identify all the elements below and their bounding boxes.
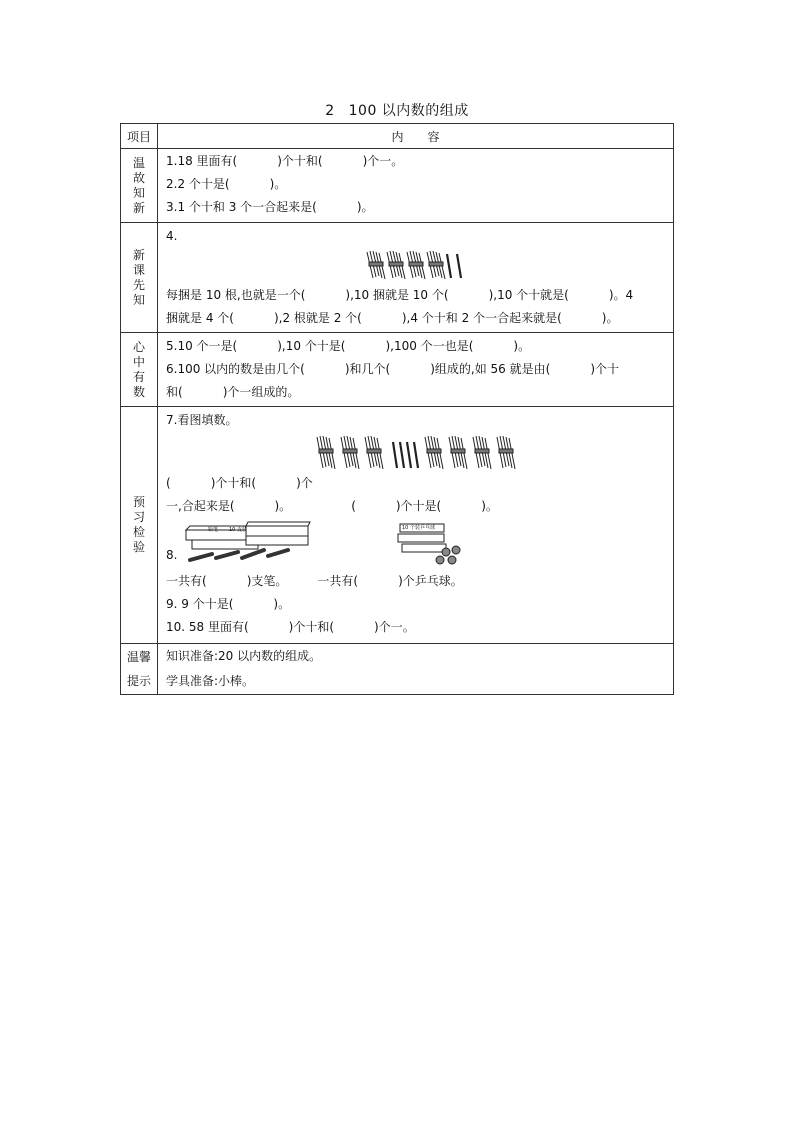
box-label-pencil: 铅笔 [208,527,219,533]
content-tips [158,644,674,695]
worksheet-table [120,123,674,695]
text: )个 [296,476,313,490]
label-char: 先 [132,277,145,292]
question-6-line-1 [158,358,673,381]
label-char: 温 [132,155,145,170]
bundle-sticks-icon [363,248,473,282]
label-char: 验 [132,540,145,554]
label-char: 心 [132,339,145,354]
question-7: 7.看图填数。 [166,413,238,427]
text: 每捆是 10 根,也就是一个( [166,288,306,302]
text: )个十和( [277,154,323,168]
label-mind [121,333,158,407]
text: )。 [513,339,531,353]
question-5 [158,335,673,358]
label-char: 中 [132,354,145,369]
label-tips [121,644,158,695]
question-6-line-2 [158,381,673,404]
label-preview [121,407,158,644]
text: )。 [269,177,287,191]
question-8-figure [158,518,673,570]
text: 2.2 个十是( [166,177,230,191]
text: ( [351,499,356,513]
label-char: 知 [132,185,145,200]
question-8-number: 8. [166,548,178,562]
text: )支笔。 [246,574,288,588]
text: ),4 个十和 2 个一合起来就是( [401,311,562,325]
question-2 [158,173,673,196]
label-char: 有 [132,369,145,384]
question-7-line-1 [158,472,673,495]
lesson-number: 2 [325,103,335,119]
header-row [121,124,674,149]
label-char: 知 [132,292,145,307]
bundle-sticks-icon [313,432,523,472]
section-preview [121,407,674,644]
text: 一共有( [166,574,207,588]
question-1 [158,150,673,173]
label-char: 新 [132,247,145,262]
question-9 [158,593,673,616]
section-mind [121,333,674,407]
text: )个一。 [362,154,404,168]
text: )和几个( [344,362,391,376]
header-item: 项目 [121,124,158,149]
text: ),10 个十是( [277,339,346,353]
content-mind [158,333,674,407]
label-char: 预 [132,495,145,509]
content-new [158,223,674,333]
box-label-ten: 10 支装 [229,527,247,533]
question-8-line [158,570,673,593]
tip-1: 知识准备:20 以内数的组成。 [166,649,322,663]
header-content: 内 容 [158,124,674,149]
pencil-boxes-icon [182,520,312,564]
text: 一共有( [317,574,359,588]
text: ),2 根就是 2 个( [273,311,362,325]
section-tips [121,644,674,695]
text: 5.10 个一是( [166,339,238,353]
section-review [121,149,674,223]
text: ),100 个一也是( [385,339,474,353]
text: )个一组成的。 [222,385,300,399]
text: )个乒乓球。 [398,574,463,588]
lesson-title: 100 以内数的组成 [348,103,469,119]
text: )个十是( [395,499,442,513]
text: ),10 个十就是( [488,288,569,302]
label-char: 数 [132,384,145,399]
text: )个十 [590,362,619,376]
label-char: 故 [132,170,145,185]
text: )。 [273,597,291,611]
text: )。4 [608,288,634,302]
label-char: 课 [132,262,145,277]
label-new [121,223,158,333]
text: )。 [356,200,374,214]
question-3 [158,196,673,219]
box-label-ten-ball: 10 个装 [402,525,420,531]
box-label-pingpong: 乒乓球 [420,525,436,531]
label-char: 习 [132,510,145,524]
text: )。 [481,499,498,513]
text: )个十和( [288,620,335,634]
stick-bundles-figure-7 [158,432,673,472]
text: 6.100 以内的数是由几个( [166,362,305,376]
text: 1.18 里面有( [166,154,238,168]
question-7-line-2 [158,495,673,518]
text: 10. 58 里面有( [166,620,249,634]
text: )组成的,如 56 就是由( [430,362,551,376]
label-review [121,149,158,223]
text: 一,合起来是( [166,499,235,513]
text: 捆就是 4 个( [166,311,234,325]
text: ),10 捆就是 10 个( [345,288,449,302]
label-tips-2: 提示 [126,674,151,688]
question-4-number: 4. [166,229,178,243]
text: )。 [274,499,292,513]
content-review [158,149,674,223]
text: 和( [166,385,183,399]
question-10 [158,616,673,639]
stick-bundles-figure-4 [158,248,673,284]
content-preview [158,407,674,644]
text: 9. 9 个十是( [166,597,234,611]
text: 3.1 个十和 3 个一合起来是( [166,200,317,214]
tip-2: 学具准备:小棒。 [166,674,255,688]
text: )个一。 [374,620,415,634]
label-char: 新 [132,200,145,215]
question-4-line-2 [158,307,673,330]
text: )。 [601,311,619,325]
question-4-line-1 [158,284,673,307]
label-char: 检 [132,525,145,539]
label-tips-1: 温馨 [126,650,151,664]
section-new [121,223,674,333]
text: )个十和( [210,476,257,490]
page-title [0,100,794,120]
text: ( [166,476,171,490]
